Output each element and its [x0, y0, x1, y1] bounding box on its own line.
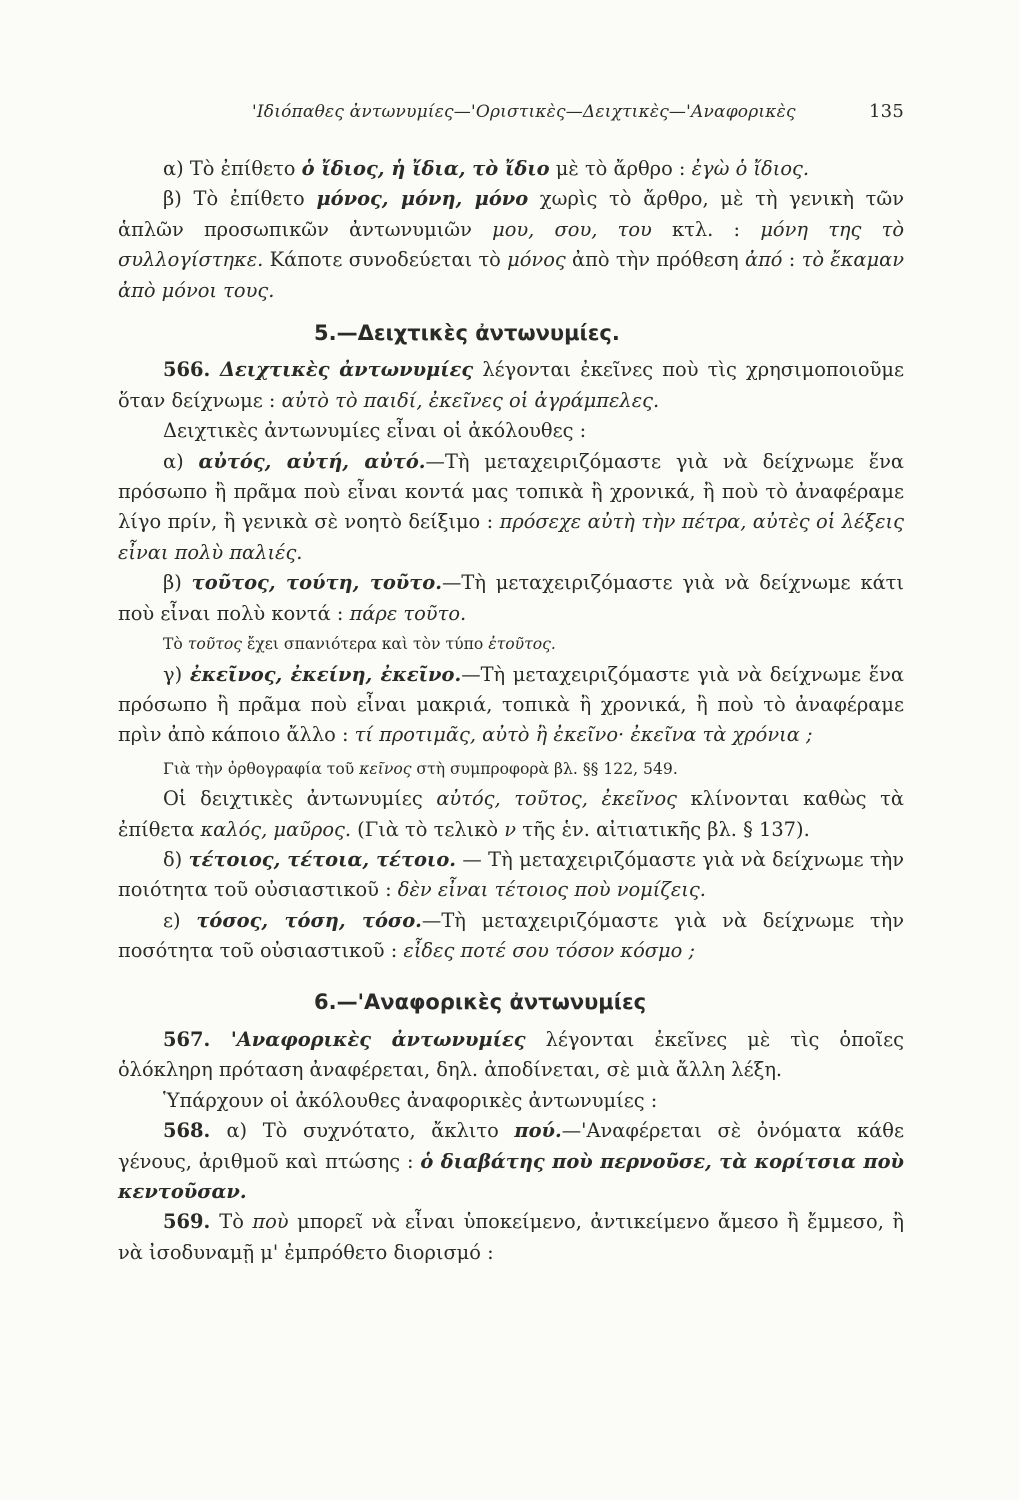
paragraph-item-b-toutos: β) τοῦτος, τούτη, τοῦτο.—Τὴ μεταχειριζόμαστε γιὰ νὰ δείχνωμε κάτι ποὺ εἶναι πολὺ κοντά : πάρε τοῦτο. [118, 571, 904, 625]
paragraph-item-e-tosos: ε) τόσος, τόση, τόσο.—Τὴ μεταχειριζόμαστε γιὰ νὰ δείχνωμε τὴν ποσότητα τοῦ οὐσιαστικοῦ : εἶδες ποτέ σου τόσον κόσμο ; [118, 908, 905, 963]
page-body [118, 154, 904, 1268]
section-heading-6: 6.—'Αναφορικὲς ἀντωνυμίες [314, 989, 647, 1014]
paragraph-567-list-intro: Ὑπάρχουν οἱ ἀκόλουθες ἀναφορικὲς ἀντωνυμίες : [163, 1088, 658, 1112]
paragraph-item-a-idios: α) Τὸ ἐπίθετο ὁ ἴδιος, ἡ ἴδια, τὸ ἴδιο μὲ τὸ ἄρθρο : ἐγὼ ὁ ἴδιος. [163, 157, 810, 180]
paragraph-566-list-intro: Δειχτικὲς ἀντωνυμίες εἶναι οἱ ἀκόλουθες : [163, 419, 587, 443]
paragraph-566: 566. Δειχτικὲς ἀντωνυμίες λέγονται ἐκεῖνες ποὺ τὶς χρησιμοποιοῦμε ὅταν δείχνωμε : αὐτὸ τὸ παιδί, ἐκεῖνες οἱ ἀγράμπελες. [118, 358, 905, 412]
paragraph-item-d-tetoios: δ) τέτοιος, τέτοια, τέτοιο. — Τὴ μεταχειριζόμαστε γιὰ νὰ δείχνωμε τὴν ποιότητα τοῦ οὐσιαστικοῦ : δὲν εἶναι τέτοιος ποὺ νομίζεις. [118, 847, 905, 902]
paragraph-item-c-ekeinos: γ) ἐκεῖνος, ἐκείνη, ἐκεῖνο.—Τὴ μεταχειριζόμαστε γιὰ νὰ δείχνωμε ἕνα πρόσωπο ἢ πρᾶμα ποὺ εἶναι μακριά, τοπικὰ ἢ χρονικά, ἢ ποὺ τὸ ἀναφέραμε πρὶν ἀπὸ κάποιο ἄλλο : τί προτιμᾶς, αὐτὸ ἢ ἐκεῖνο· ἐκεῖνα τὰ χρόνια ; [118, 662, 904, 747]
note-toutos: Τὸ τοῦτος ἔχει σπανιότερα καὶ τὸν τύπο ἐτοῦτος. [163, 635, 556, 654]
paragraph-item-a-aftos: α) αὐτός, αὐτή, αὐτό.—Τὴ μεταχειριζόμαστε γιὰ νὰ δείχνωμε ἕνα πρόσωπο ἢ πρᾶμα ποὺ εἶναι κοντά μας τοπικὰ ἢ χρονικά, ἢ ποὺ τὸ ἀναφέραμε λίγο πρίν, ἢ γενικὰ σὲ νοητὸ δείξιμο : πρόσεχε αὐτὴ τὴν πέτρα, αὐτὲς οἱ λέξεις εἶναι πολὺ παλιές. [118, 449, 905, 564]
paragraph-568: 568. α) Τὸ συχνότατο, ἄκλιτο πού.—'Αναφέρεται σὲ ὀνόματα κάθε γένους, ἀριθμοῦ καὶ πτώσης : ὁ διαβάτης ποὺ περνοῦσε, τὰ κορίτσια ποὺ κεντοῦσαν. [118, 1119, 904, 1203]
note-keinos: Γιὰ τὴν ὀρθογραφία τοῦ κεῖνος στὴ συμπροφορὰ βλ. §§ 122, 549. [163, 759, 678, 778]
page-number: 135 [869, 101, 904, 122]
running-title: 'Ιδιόπαθες ἀντωνυμίες—'Οριστικὲς—Δειχτικὲς—'Αναφορικὲς [252, 102, 796, 122]
running-header [252, 101, 904, 122]
paragraph-569: 569. Τὸ ποὺ μπορεῖ νὰ εἶναι ὑποκείμενο, ἀντικείμενο ἄμεσο ἢ ἔμμεσο, ἢ νὰ ἰσοδυναμῇ μ' ἐμπρόθετο διορισμό : [118, 1210, 904, 1264]
paragraph-declension: Οἱ δειχτικὲς ἀντωνυμίες αὐτός, τοῦτος, ἐκεῖνος κλίνονται καθὼς τὰ ἐπίθετα καλός, μαῦρος. (Γιὰ τὸ τελικὸ ν τῆς ἑν. αἰτιατικῆς βλ. § 137). [118, 787, 904, 841]
section-heading-5: 5.—Δειχτικὲς ἀντωνυμίες. [314, 321, 620, 346]
paragraph-item-b-monos: β) Τὸ ἐπίθετο μόνος, μόνη, μόνο χωρὶς τὸ ἄρθρο, μὲ τὴ γενικὴ τῶν ἁπλῶν προσωπικῶν ἀντωνυμιῶν μου, σου, του κτλ. : μόνη της τὸ συλλογίστηκε. Κάποτε συνοδεύεται τὸ μόνος ἀπὸ τὴν πρόθεση ἀπό : τὸ ἔκαμαν ἀπὸ μόνοι τους. [118, 187, 905, 302]
paragraph-567: 567. 'Αναφορικὲς ἀντωνυμίες λέγονται ἐκεῖνες μὲ τὶς ὁποῖες ὁλόκληρη πρόταση ἀναφέρεται, δηλ. ἀποδίνεται, σὲ μιὰ ἄλλη λέξη. [118, 1027, 904, 1082]
